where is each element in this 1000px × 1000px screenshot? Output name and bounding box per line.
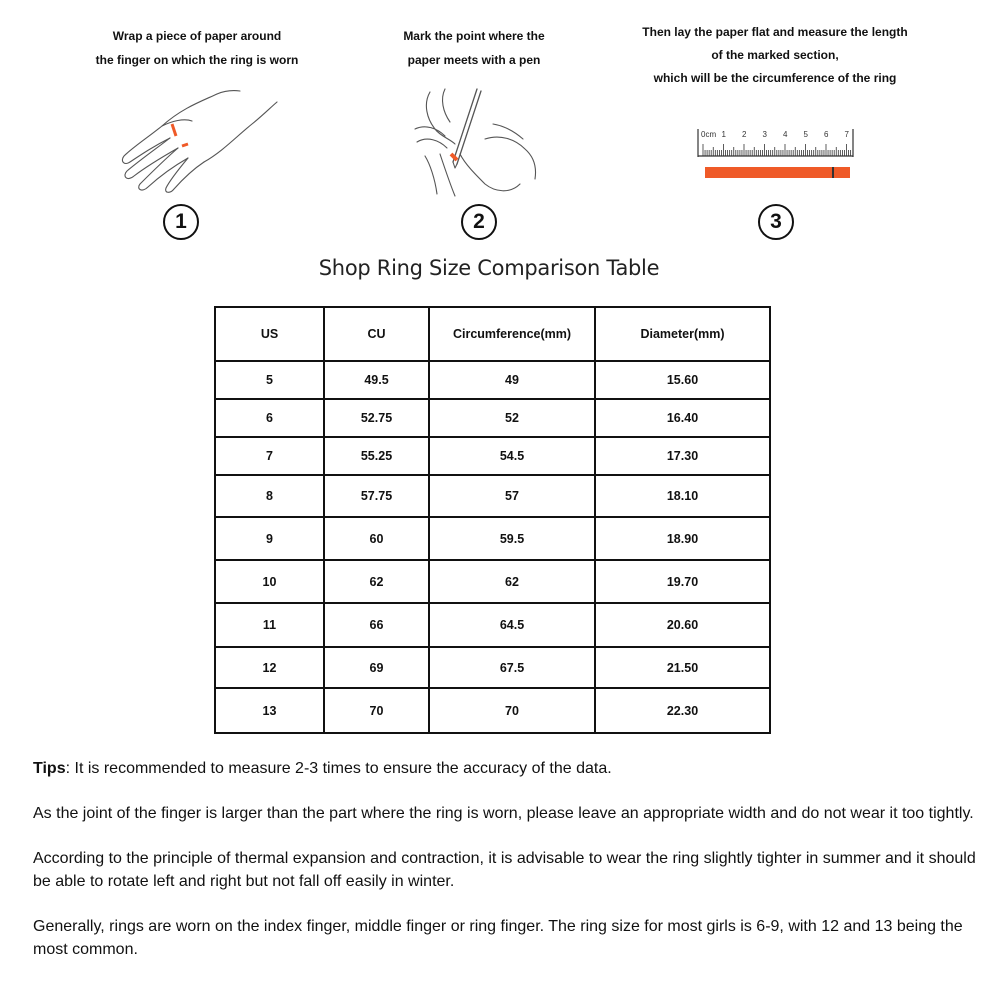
ruler-number-label: 1 — [721, 130, 726, 139]
cell-circumference: 59.5 — [429, 517, 595, 560]
cell-diameter: 18.10 — [595, 475, 770, 517]
cell-cu: 52.75 — [324, 399, 429, 437]
cell-circumference: 64.5 — [429, 603, 595, 647]
step-3-line-2: of the marked section, — [711, 48, 839, 62]
table-row — [215, 560, 770, 603]
tip-paragraph-1 — [33, 757, 978, 780]
cell-us: 5 — [215, 361, 324, 399]
cell-diameter: 15.60 — [595, 361, 770, 399]
tip-paragraph-2: As the joint of the finger is larger than the part where the ring is worn, please leave an appropriate width and do not wear it too tightly. — [33, 805, 974, 822]
table-title: Shop Ring Size Comparison Table — [318, 256, 660, 280]
step-3-line-1: Then lay the paper flat and measure the length — [642, 25, 908, 39]
table-row — [215, 517, 770, 560]
cell-circumference: 52 — [429, 399, 595, 437]
cell-circumference: 62 — [429, 560, 595, 603]
cell-us: 10 — [215, 560, 324, 603]
step-2-line-1: Mark the point where the — [403, 29, 545, 43]
ruler-number-label: 3 — [762, 130, 767, 139]
cell-circumference: 67.5 — [429, 647, 595, 688]
tips-section — [33, 757, 978, 983]
ruler-number-label: 2 — [742, 130, 747, 139]
step-1-line-1: Wrap a piece of paper around — [112, 29, 282, 43]
cell-diameter: 16.40 — [595, 399, 770, 437]
cell-cu: 49.5 — [324, 361, 429, 399]
step-2-caption — [342, 24, 606, 72]
table-row — [215, 475, 770, 517]
cell-circumference: 49 — [429, 361, 595, 399]
cell-cu: 62 — [324, 560, 429, 603]
table-row — [215, 361, 770, 399]
header-cu: CU — [324, 307, 429, 361]
paper-mark — [832, 167, 834, 178]
table-row — [215, 647, 770, 688]
step-3-number: 3 — [758, 204, 794, 240]
ruler-number-label: 4 — [783, 130, 788, 139]
step-1-caption — [62, 24, 332, 72]
cell-cu: 66 — [324, 603, 429, 647]
ruler-number-label: 5 — [803, 130, 808, 139]
hand-mark-illustration — [405, 84, 545, 199]
cell-diameter: 22.30 — [595, 688, 770, 733]
cell-us: 8 — [215, 475, 324, 517]
tips-label: Tips — [33, 760, 66, 777]
step-3-caption — [615, 21, 935, 90]
cell-diameter: 18.90 — [595, 517, 770, 560]
ruler-unit-label: 0cm — [701, 130, 717, 139]
cell-diameter: 19.70 — [595, 560, 770, 603]
cell-us: 12 — [215, 647, 324, 688]
cell-cu: 57.75 — [324, 475, 429, 517]
header-diameter: Diameter(mm) — [595, 307, 770, 361]
header-us: US — [215, 307, 324, 361]
step-2-number: 2 — [461, 204, 497, 240]
header-circumference: Circumference(mm) — [429, 307, 595, 361]
cell-us: 7 — [215, 437, 324, 475]
table-row — [215, 437, 770, 475]
cell-circumference: 57 — [429, 475, 595, 517]
tip-paragraph-4: Generally, rings are worn on the index finger, middle finger or ring finger. The ring size for most girls is 6-9, with 12 and 13 being the most common. — [33, 918, 963, 958]
tip-paragraph-3: According to the principle of thermal expansion and contraction, it is advisable to wear the ring slightly tighter in summer and it should be able to rotate left and right but not fall off easily in winter. — [33, 850, 976, 890]
table-row — [215, 688, 770, 733]
cell-diameter: 21.50 — [595, 647, 770, 688]
tip-first-text: : It is recommended to measure 2-3 times to ensure the accuracy of the data. — [65, 760, 612, 777]
cell-diameter: 20.60 — [595, 603, 770, 647]
hand-wrap-illustration — [112, 86, 282, 196]
paper-strip — [705, 167, 850, 178]
table-row — [215, 603, 770, 647]
step-1-number: 1 — [163, 204, 199, 240]
step-2-line-2: paper meets with a pen — [407, 53, 541, 67]
cell-cu: 60 — [324, 517, 429, 560]
cell-circumference: 54.5 — [429, 437, 595, 475]
cell-circumference: 70 — [429, 688, 595, 733]
cell-us: 13 — [215, 688, 324, 733]
ruler-number-label: 7 — [844, 130, 849, 139]
cell-cu: 55.25 — [324, 437, 429, 475]
cell-diameter: 17.30 — [595, 437, 770, 475]
table-header-row — [215, 307, 770, 361]
table-row — [215, 399, 770, 437]
cell-cu: 70 — [324, 688, 429, 733]
step-3-line-3: which will be the circumference of the ring — [653, 71, 897, 85]
ruler-number-label: 6 — [824, 130, 829, 139]
cell-us: 11 — [215, 603, 324, 647]
cell-us: 9 — [215, 517, 324, 560]
ruler-illustration — [695, 125, 855, 161]
cell-us: 6 — [215, 399, 324, 437]
ring-size-table — [214, 306, 771, 734]
step-1-line-2: the finger on which the ring is worn — [95, 53, 299, 67]
cell-cu: 69 — [324, 647, 429, 688]
